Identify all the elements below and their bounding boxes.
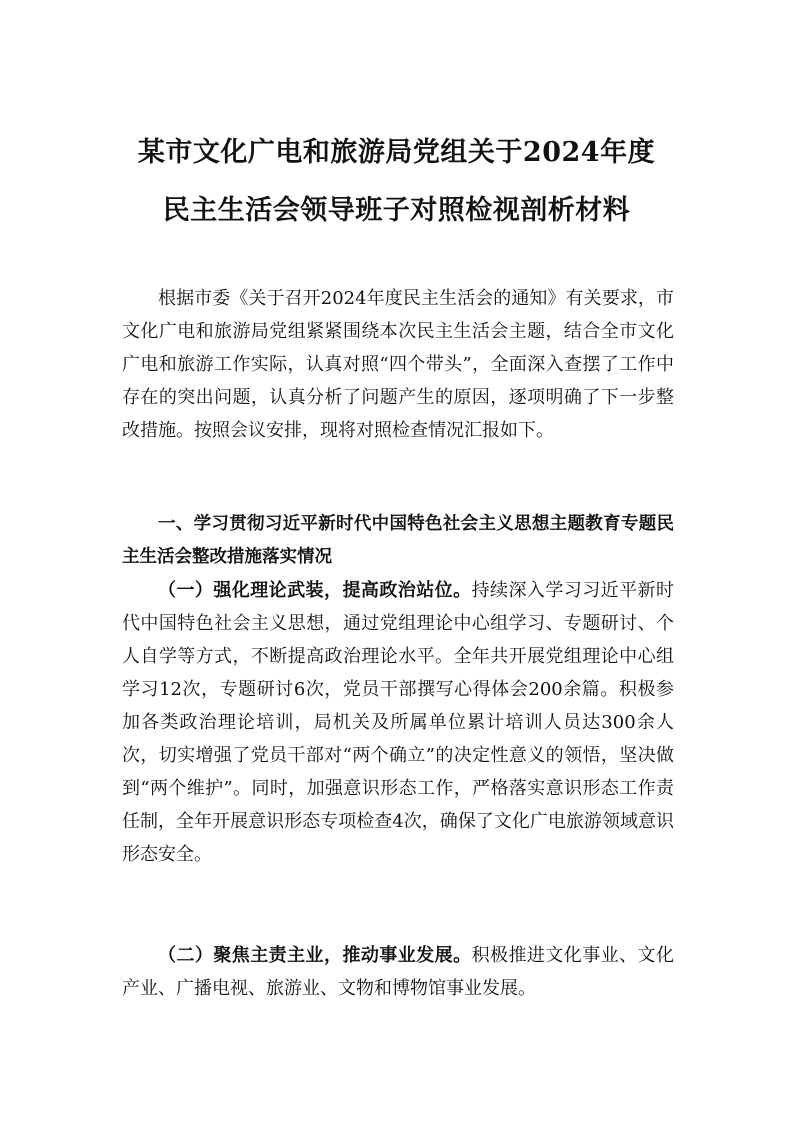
subsection-1-paragraph (122, 574, 674, 936)
subsection-2-paragraph (122, 939, 674, 1009)
subsection-1-body: 持续深入学习习近平新时代中国特色社会主义思想，通过党组理论中心组学习、专题研讨、个人自学等方式，不断提高政治理论水平。全年共开展党组理论中心组学习12次，专题研讨6次，党员干部撰写心得体会200余篇。积极参加各类政治理论培训，局机关及所属单位累计培训人员达300余人次，切实增强了党员干部对“两个确立”的决定性意义的领悟，坚决做到“两个维护”。同时，加强意识形态工作，严格落实意识形态工作责任制，全年开展意识形态专项检查4次，确保了文化广电旅游领域意识形态安全。 (122, 580, 675, 865)
document-title-line-1: 某市文化广电和旅游局党组关于2024年度 (137, 137, 656, 168)
section-1-heading: 一、学习贯彻习近平新时代中国特色社会主义思想主题教育专题民主生活会整改措施落实情况 (122, 514, 674, 567)
subsection-2-body: 积极推进文化事业、文化产业、广播电视、旅游业、文物和博物馆事业发展。 (122, 945, 675, 999)
intro-paragraph: 根据市委《关于召开2024年度民主生活会的通知》有关要求，市文化广电和旅游局党组紧紧围绕本次民主生活会主题，结合全市文化广电和旅游工作实际，认真对照“四个带头”，全面深入查摆了工作中存在的突出问题，认真分析了问题产生的原因，逐项明确了下一步整改措施。按照会议安排，现将对照检查情况汇报如下。 (122, 288, 674, 441)
document-title-line-2: 民主生活会领导班子对照检视剖析材料 (162, 195, 631, 226)
subsection-1-heading: （一）强化理论武装，提高政治站位。 (158, 580, 472, 601)
subsection-2-heading: （二）聚焦主责主业，推动事业发展。 (158, 945, 472, 966)
